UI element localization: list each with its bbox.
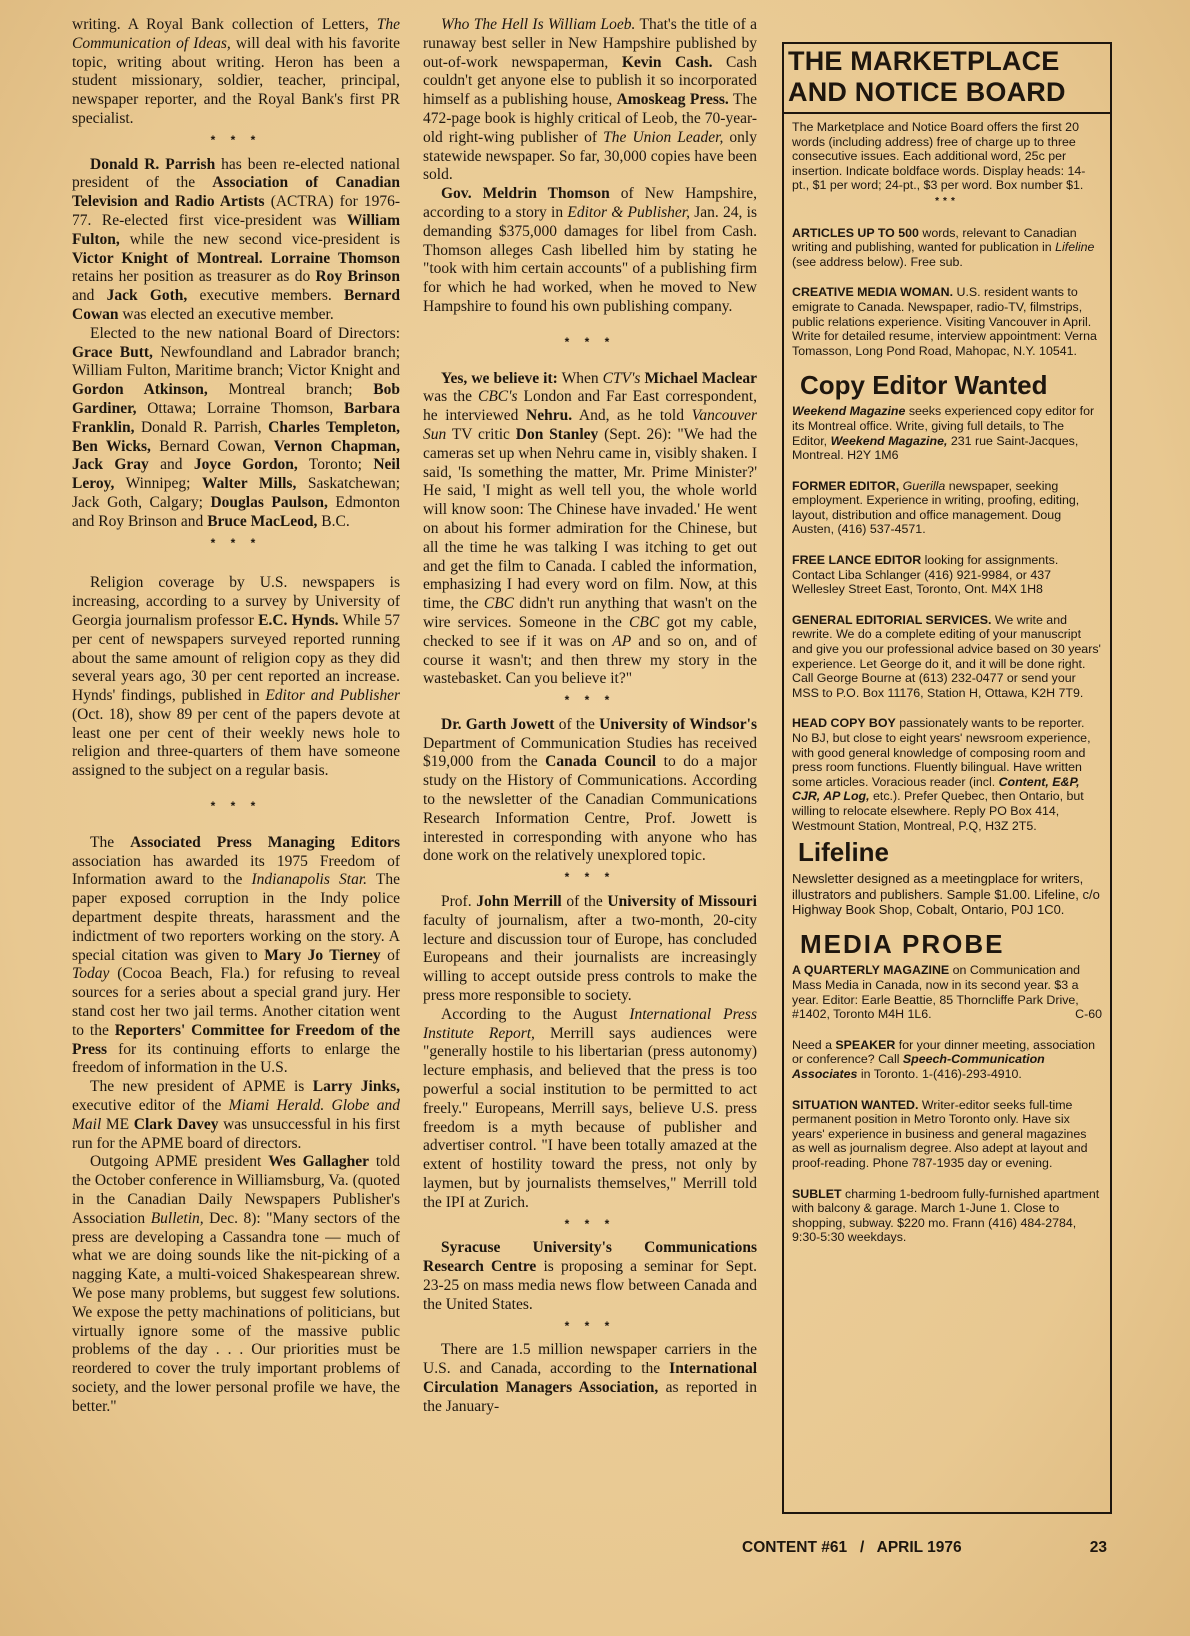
section-divider: * * * xyxy=(210,535,262,550)
article-column-middle xyxy=(423,16,757,1528)
article-column-left xyxy=(72,16,400,1528)
paragraph: There are 1.5 million newspaper carriers in the U.S. and Canada, according to the International Circulation Managers Association, as reported in the January- xyxy=(423,1341,757,1415)
classified-ad: GENERAL EDITORIAL SERVICES. We write and rewrite. We do a complete editing of your manuscript and give you our professional advice based on 30 years' experience. Let George do it, and it will be done right. Call George Bourne at (613) 232-0477 or send your MSS to P.O. Box 11176, Station H, Ottawa, K2H 7T9. xyxy=(792,612,1101,700)
display-head-media-probe: MEDIA PROBE xyxy=(800,929,1005,960)
ad-code: C-60 xyxy=(1075,1007,1102,1022)
section-divider: * * * xyxy=(564,334,616,349)
section-divider: * * * xyxy=(210,132,262,147)
sidebar-title-line-2: AND NOTICE BOARD xyxy=(788,77,1066,107)
paragraph: Gov. Meldrin Thomson of New Hampshire, according to a story in Editor & Publisher, Jan. 24, is demanding $375,000 damages for libel from Cash. Thomson alleges Cash libelled him by stating he "took with him certain accounts" of a publishing firm for which he had worked, when he moved to New Hampshire to found his own publishing company. xyxy=(423,185,757,315)
paragraph: The Associated Press Managing Editors association has awarded its 1975 Freedom of Information award to the Indianapolis Star. The paper exposed corruption in the Indy police department despite threats, harassment and the indictment of two reporters working on the story. A special citation was given to Mary Jo Tierney of Today (Cocoa Beach, Fla.) for refusing to reveal sources for a series about a special grand jury. Her stand cost her two jail terms. Another citation went to the Reporters' Committee for Freedom of the Press for its continuing efforts to enlarge the freedom of information in the U.S. xyxy=(72,833,400,1077)
page-number: 23 xyxy=(1089,1539,1107,1556)
marketplace-sidebar xyxy=(782,42,1112,1514)
classified-ad: SITUATION WANTED. Writer-editor seeks full-time permanent position in Metro Toronto only. Have six years' experience in business and general magazines as well as journalism degree. Also adept at layout and proof-reading. Phone 787-1935 day or evening. xyxy=(792,1097,1088,1170)
section-divider: * * * xyxy=(564,1216,616,1231)
sidebar-title xyxy=(784,44,1110,114)
paragraph: writing. A Royal Bank collection of Letters, The Communication of Ideas, will deal with his favorite topic, writing about writing. Heron has been a student missionary, soldier, teacher, principal, newspaper reporter, and the Royal Bank's first PR specialist. xyxy=(72,16,400,127)
classified-ad: CREATIVE MEDIA WOMAN. U.S. resident wants to emigrate to Canada. Newspaper, radio-TV, filmstrips, public relations experience. Visiting Vancouver in April. Write for detailed resume, interview appointment: Verna Tomasson, Long Pond Road, Mahopac, N.Y. 10541. xyxy=(792,285,1097,358)
section-divider: * * * xyxy=(564,870,616,885)
classified-ad: FORMER EDITOR, Guerilla newspaper, seeking employment. Experience in writing, proofing, editing, layout, distribution and office management. Doug Austen, (416) 537-4571. xyxy=(792,478,1080,537)
classified-ad: SUBLET charming 1-bedroom fully-furnished apartment with balcony & garage. March 1-June 1. Close to shopping, subway. $220 mo. Frann (416) 484-2784, 9:30-5:30 weekdays. xyxy=(792,1186,1100,1245)
section-divider: * * * xyxy=(564,1318,616,1333)
classified-ad: Weekend Magazine seeks experienced copy editor for its Montreal office. Write, giving full details, to The Editor, Weekend Magazine, 231 rue Saint-Jacques, Montreal. H2Y 1M6 xyxy=(792,404,1095,463)
paragraph: The new president of APME is Larry Jinks, executive editor of the Miami Herald. Globe and Mail ME Clark Davey was unsuccessful in his first run for the APME board of directors. xyxy=(72,1078,400,1152)
sidebar-title-line-1: THE MARKETPLACE xyxy=(788,46,1060,76)
paragraph: Donald R. Parrish has been re-elected national president of the Association of Canadian Television and Radio Artists (ACTRA) for 1976-77. Re-elected first vice-president was William Fulton, while the new second vice-president is Victor Knight of Montreal. Lorraine Thomson retains her position as treasurer as do Roy Brinson and Jack Goth, executive members. Bernard Cowan was elected an executive member. xyxy=(72,155,400,323)
paragraph: Prof. John Merrill of the University of Missouri faculty of journalism, after a two-month, 20-city lecture and discussion tour of Europe, has concluded Europeans and their journalists are increasingly willing to accept outside press controls to make the press more responsible to society. xyxy=(423,893,757,1005)
paragraph: Who The Hell Is William Loeb. That's the title of a runaway best seller in New Hampshire published by out-of-work newspaperman, Kevin Cash. Cash couldn't get anyone else to publish it so incorporated himself as a publishing house, Amoskeag Press. The 472-page book is highly critical of Leob, the 70-year-old right-wing publisher of The Union Leader, only statewide newspaper. So far, 30,000 copies have been sold. xyxy=(423,16,757,184)
sidebar-intro: The Marketplace and Notice Board offers the first 20 words (including address) free of charge up to three consecutive issues. Each additional word, 25c per insertion. Indicate boldface words. Display heads: 14-pt., $1 per word; 24-pt., $3 per word. Box number $1. xyxy=(792,120,1086,193)
classified-ad: Newsletter designed as a meetingplace for writers, illustrators and publishers. Sample $1.00. Lifeline, c/o Highway Book Shop, Cobalt, Ontario, P0J 1C0. xyxy=(792,871,1100,917)
paragraph: Yes, we believe it: When CTV's Michael Maclear was the CBC's London and Far East correspondent, he interviewed Nehru. And, as he told Vancouver Sun TV critic Don Stanley (Sept. 26): "We had the cameras set up when Nehru came in, visibly shaken. I said, 'Is something the matter, Mr. Prime Minister?' He said, 'I might as well tell you, the whole world will know soon: The Chinese have invaded.' He went on about his former admiration for the Chinese, but all the time he was talking I was itching to get out and get the film to Canada. I cabled the information, emphasizing I had every word on film. Now, at this time, the CBC didn't run anything that wasn't on the wire services. Someone in the CBC got my cable, checked to see if it was on AP and so on, and of course it wasn't; and then threw my story in the wastebasket. Can you believe it?" xyxy=(423,369,757,688)
section-divider: * * * xyxy=(564,693,616,708)
section-divider: * * * xyxy=(210,799,262,814)
issue-label: CONTENT #61 / APRIL 1976 xyxy=(742,1539,962,1556)
paragraph: Dr. Garth Jowett of the University of Windsor's Department of Communication Studies has received $19,000 from the Canada Council to do a major study on the History of Communications. According to the newsletter of the Canadian Communications Research Information Centre, Prof. Jowett is interested in corresponding with anyone who has done work on the relatively unexplored topic. xyxy=(423,715,757,865)
display-head-copy-editor: Copy Editor Wanted xyxy=(800,370,1048,401)
paragraph: According to the August International Press Institute Report, Merrill says audiences were "generally hostile to his libertarian (press autonomy) lecture emphasis, and believed that the press is too powerful a social institution to be permitted to act freely." Europeans, Merrill says, believe U.S. press freedom is a myth because of publisher and advertiser control. "I have been totally amazed at the extent of hostility toward the press, not only by laymen, but by journalists themselves," Merrill told the IPI at Zurich. xyxy=(423,1005,757,1211)
paragraph: Syracuse University's Communications Research Centre is proposing a seminar for Sept. 23-25 on mass media news flow between Canada and the United States. xyxy=(423,1239,757,1313)
paragraph: Outgoing APME president Wes Gallagher told the October conference in Williamsburg, Va. (quoted in the Canadian Daily Newspapers Publisher's Association Bulletin, Dec. 8): "Many sectors of the press are developing a Cassandra tone — much of what we are doing sounds like the nit-picking of a nagging Kate, a multi-voiced Shakespearean shrew. We pose many problems, but suggest few solutions. We expose the petty machinations of politicians, but virtually ignore some of the massive public problems of the day . . . Our priorities must be reordered to cover the truly important problems of society, and the lower personal profile we have, the better." xyxy=(72,1153,400,1415)
classified-ad: HEAD COPY BOY passionately wants to be reporter. No BJ, but close to eight years' newsroom experience, with good general knowledge of composing room and press room functions. Fluently bilingual. Have written some articles. Voracious reader (incl. Content, E&P, CJR, AP Log, etc.). Prefer Quebec, then Ontario, but willing to relocate elsewhere. Reply PO Box 414, Westmount Station, Montreal, P.Q, H3Z 2T5. xyxy=(792,716,1091,833)
paragraph: Religion coverage by U.S. newspapers is increasing, according to a survey by University of Georgia journalism professor E.C. Hynds. While 57 per cent of newspapers surveyed reported running about the same amount of religion copy as they did several years ago, 30 per cent reported an increase. Hynds' findings, published in Editor and Publisher (Oct. 18), show 89 per cent of the papers devote at least one per cent of their weekly news hole to religion and three-quarters of them have someone assigned to the subject on a regular basis. xyxy=(72,574,400,780)
classified-ad: FREE LANCE EDITOR looking for assignments. Contact Liba Schlanger (416) 921-9984, or 437 Wellesley Street East, Toronto, Ont. M4X 1H8 xyxy=(792,553,1059,597)
classified-ad: A QUARTERLY MAGAZINE on Communication and Mass Media in Canada, now in its second year. $3 a year. Editor: Earle Beattie, 85 Thorncliffe Park Drive, #1402, Toronto M4H 1L6. C-60 xyxy=(792,963,1102,1022)
page-footer xyxy=(742,1539,1107,1557)
paragraph: Elected to the new national Board of Directors: Grace Butt, Newfoundland and Labrador branch; William Fulton, Maritime branch; Victor Knight and Gordon Atkinson, Montreal branch; Bob Gardiner, Ottawa; Lorraine Thomson, Barbara Franklin, Donald R. Parrish, Charles Templeton, Ben Wicks, Bernard Cowan, Vernon Chapman, Jack Gray and Joyce Gordon, Toronto; Neil Leroy, Winnipeg; Walter Mills, Saskatchewan; Jack Goth, Calgary; Douglas Paulson, Edmonton and Roy Brinson and Bruce MacLeod, B.C. xyxy=(72,324,400,530)
classified-ad: Need a SPEAKER for your dinner meeting, association or conference? Call Speech-Communication Associates in Toronto. 1-(416)-293-4910. xyxy=(792,1037,1096,1081)
classified-ad: ARTICLES UP TO 500 words, relevant to Canadian writing and publishing, wanted for publication in Lifeline (see address below). Free sub. xyxy=(792,225,1095,269)
display-head-lifeline: Lifeline xyxy=(798,837,890,868)
section-divider: *** xyxy=(935,195,959,207)
